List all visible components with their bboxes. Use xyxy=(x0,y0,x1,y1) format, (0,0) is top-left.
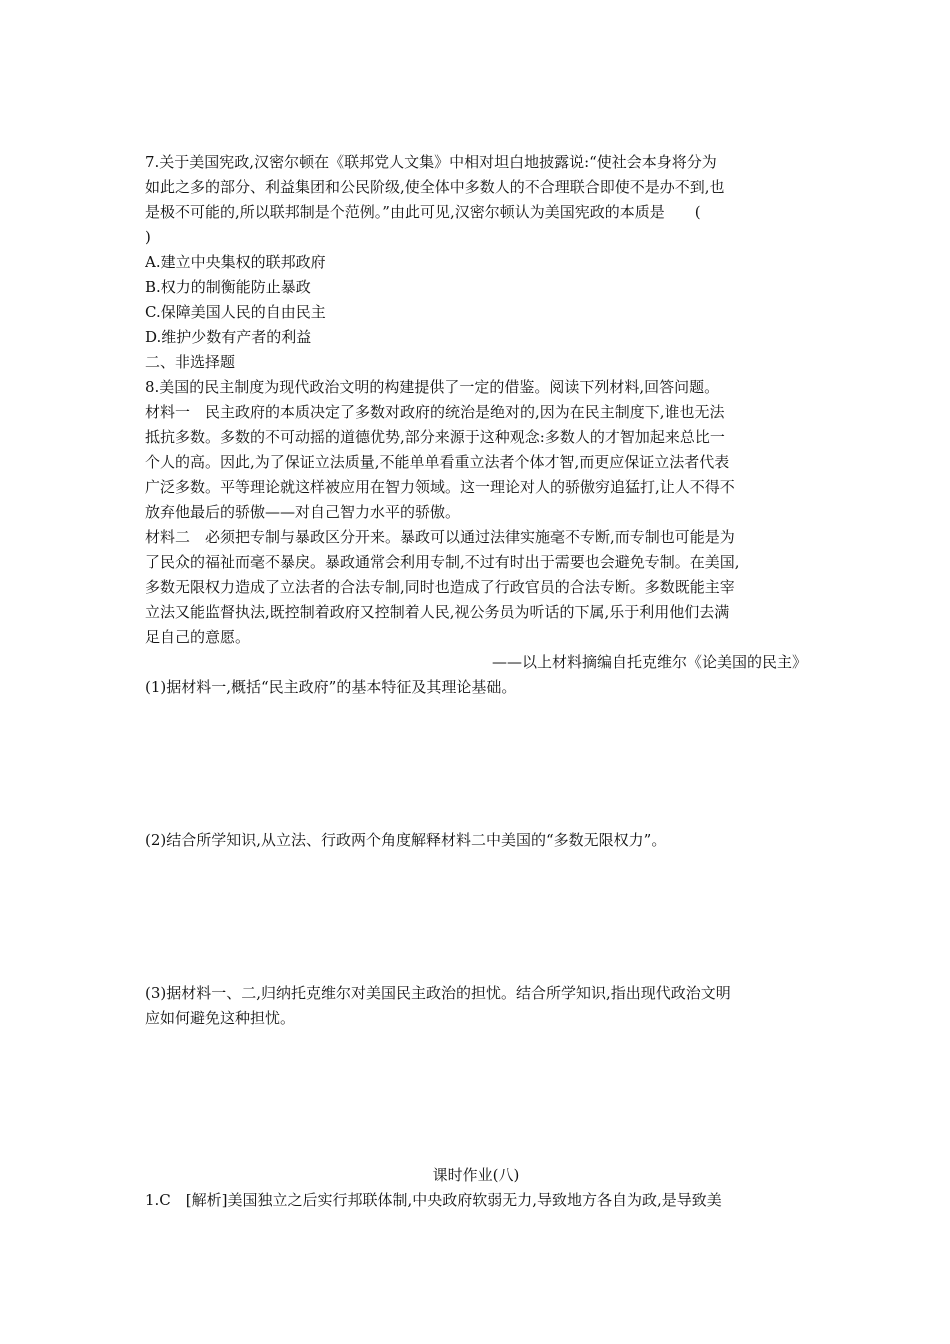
page-content xyxy=(145,150,807,1213)
material-1-line: 材料一 民主政府的本质决定了多数对政府的统治是绝对的,因为在民主制度下,谁也无法 xyxy=(145,403,725,421)
question-7-stem-line: 是极不可能的,所以联邦制是个范例。”由此可见,汉密尔顿认为美国宪政的本质是 ( xyxy=(145,203,701,221)
sub-question-3: 应如何避免这种担忧。 xyxy=(145,1009,296,1027)
option-d: D.维护少数有产者的利益 xyxy=(145,328,312,346)
question-7 xyxy=(145,150,807,350)
answer-space-1 xyxy=(145,700,807,828)
answer-section xyxy=(145,1163,807,1213)
material-2-line: 了民众的福祉而毫不暴戾。暴政通常会利用专制,不过有时出于需要也会避免专制。在美国, xyxy=(145,553,740,571)
material-1 xyxy=(145,400,807,525)
material-2-line: 材料二 必须把专制与暴政区分开来。暴政可以通过法律实施毫不专断,而专制也可能是为 xyxy=(145,528,735,546)
material-2 xyxy=(145,525,807,650)
answer-1: 1.C [解析]美国独立之后实行邦联体制,中央政府软弱无力,导致地方各自为政,是导致美 xyxy=(145,1191,722,1209)
answer-title: 课时作业(八) xyxy=(432,1166,520,1184)
answer-space-3 xyxy=(145,1031,807,1163)
section-title: 二、非选择题 xyxy=(145,353,236,371)
sub-question-1: (1)据材料一,概括“民主政府”的基本特征及其理论基础。 xyxy=(145,678,517,696)
answer-space-2 xyxy=(145,853,807,981)
question-8 xyxy=(145,375,807,1163)
option-c: C.保障美国人民的自由民主 xyxy=(145,303,326,321)
material-source: ——以上材料摘编自托克维尔《论美国的民主》 xyxy=(491,653,807,671)
question-7-stem-line: ) xyxy=(145,228,151,246)
material-2-line: 足自己的意愿。 xyxy=(145,628,251,646)
material-2-line: 立法又能监督执法,既控制着政府又控制着人民,视公务员为听话的下属,乐于利用他们去满 xyxy=(145,603,730,621)
material-2-line: 多数无限权力造成了立法者的合法专制,同时也造成了行政官员的合法专断。多数既能主宰 xyxy=(145,578,735,596)
question-7-stem-line: 7.关于美国宪政,汉密尔顿在《联邦党人文集》中相对坦白地披露说:“使社会本身将分为 xyxy=(145,153,717,171)
sub-question-2: (2)结合所学知识,从立法、行政两个角度解释材料二中美国的“多数无限权力”。 xyxy=(145,831,667,849)
question-8-intro: 8.美国的民主制度为现代政治文明的构建提供了一定的借鉴。阅读下列材料,回答问题。 xyxy=(145,378,720,396)
material-1-line: 广泛多数。平等理论就这样被应用在智力领域。这一理论对人的骄傲穷追猛打,让人不得不 xyxy=(145,478,735,496)
option-b: B.权力的制衡能防止暴政 xyxy=(145,278,311,296)
option-a: A.建立中央集权的联邦政府 xyxy=(145,253,326,271)
material-1-line: 放弃他最后的骄傲——对自己智力水平的骄傲。 xyxy=(145,503,461,521)
sub-question-3: (3)据材料一、二,归纳托克维尔对美国民主政治的担忧。结合所学知识,指出现代政治文明 xyxy=(145,984,731,1002)
question-7-stem-line: 如此之多的部分、利益集团和公民阶级,使全体中多数人的不合理联合即使不是办不到,也 xyxy=(145,178,725,196)
material-1-line: 个人的高。因此,为了保证立法质量,不能单单看重立法者个体才智,而更应保证立法者代表 xyxy=(145,453,730,471)
material-1-line: 抵抗多数。多数的不可动摇的道德优势,部分来源于这种观念:多数人的才智加起来总比一 xyxy=(145,428,725,446)
